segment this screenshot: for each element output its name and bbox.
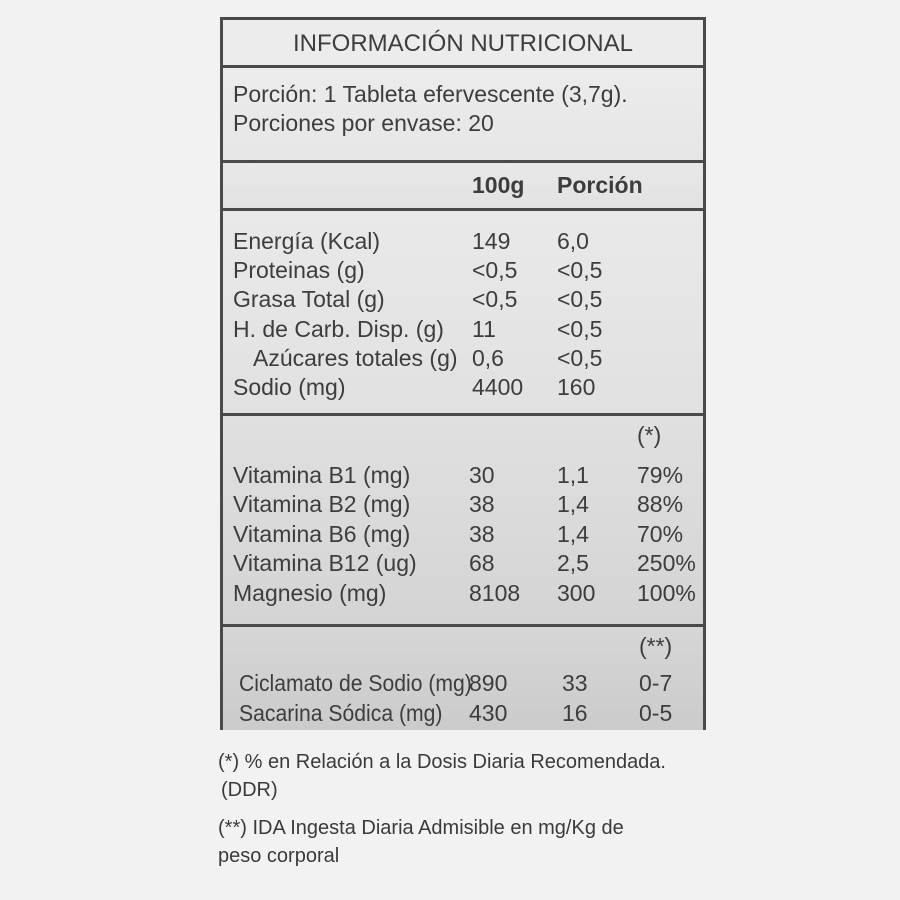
value-100g: 38 [469,521,495,547]
value-ida: 0-7 [639,670,673,696]
nutrient-name: Vitamina B1 (mg) [233,462,411,488]
header-100g: 100g [472,172,525,198]
value-100g: 4400 [472,374,524,400]
nutrient-name: Azúcares totales (g) [253,345,458,371]
nutrient-name: H. de Carb. Disp. (g) [233,316,444,342]
ida-marker: (**) [639,633,673,659]
nutrient-name: Energía (Kcal) [233,228,381,254]
sweeteners-section [223,624,703,730]
ddr-marker: (*) [637,422,662,448]
value-portion: 2,5 [557,550,589,576]
value-portion: 16 [562,700,588,726]
column-header-section [223,160,703,208]
value-100g: 890 [469,670,508,696]
value-ddr: 70% [637,521,684,547]
nutrient-name: Proteinas (g) [233,257,365,283]
value-portion: 160 [557,374,596,400]
nutrient-name: Magnesio (mg) [233,580,387,606]
value-100g: <0,5 [472,286,518,312]
value-100g: 0,6 [472,345,504,371]
value-portion: 1,4 [557,521,589,547]
value-portion: <0,5 [557,316,603,342]
panel-title: INFORMACIÓN NUTRICIONAL [292,30,633,57]
nutrient-name: Grasa Total (g) [233,286,385,312]
value-ddr: 88% [637,491,684,517]
footnote-ida-cont: peso corporal [218,845,340,867]
value-100g: 38 [469,491,495,517]
macronutrients-section [223,208,703,413]
value-ddr: 250% [637,550,696,576]
serving-size: Porción: 1 Tableta efervescente (3,7g). [233,81,628,107]
value-100g: 8108 [469,580,521,606]
serving-section [223,65,703,160]
value-100g: 11 [472,316,496,342]
header-portion: Porción [557,172,643,198]
value-portion: <0,5 [557,257,603,283]
title-section [223,20,703,65]
sweetener-name: Sacarina Sódica (mg) [239,700,443,726]
value-portion: 300 [557,580,596,606]
servings-per-container: Porciones por envase: 20 [233,110,494,136]
nutrient-name: Vitamina B2 (mg) [233,491,411,517]
nutrient-name: Vitamina B12 (ug) [233,550,417,576]
nutrient-name: Vitamina B6 (mg) [233,521,411,547]
value-100g: 68 [469,550,495,576]
value-portion: 6,0 [557,228,589,254]
value-portion: <0,5 [557,286,603,312]
value-100g: 30 [469,462,495,488]
value-portion: 33 [562,670,588,696]
value-portion: 1,4 [557,491,589,517]
vitamins-section [223,413,703,624]
nutrient-name: Sodio (mg) [233,374,346,400]
nutrition-facts-panel [220,17,706,730]
value-ddr: 100% [637,580,696,606]
value-portion: <0,5 [557,345,603,371]
footnote-ddr-abbrev: (DDR) [221,779,278,801]
value-100g: 430 [469,700,508,726]
footnote-ddr: (*) % en Relación a la Dosis Diaria Recomendada. [218,751,666,773]
sweetener-name: Ciclamato de Sodio (mg) [239,670,472,696]
value-ddr: 79% [637,462,684,488]
value-portion: 1,1 [557,462,589,488]
value-ida: 0-5 [639,700,673,726]
value-100g: 149 [472,228,511,254]
footnote-ida: (**) IDA Ingesta Diaria Admisible en mg/Kg de [218,817,624,839]
value-100g: <0,5 [472,257,518,283]
